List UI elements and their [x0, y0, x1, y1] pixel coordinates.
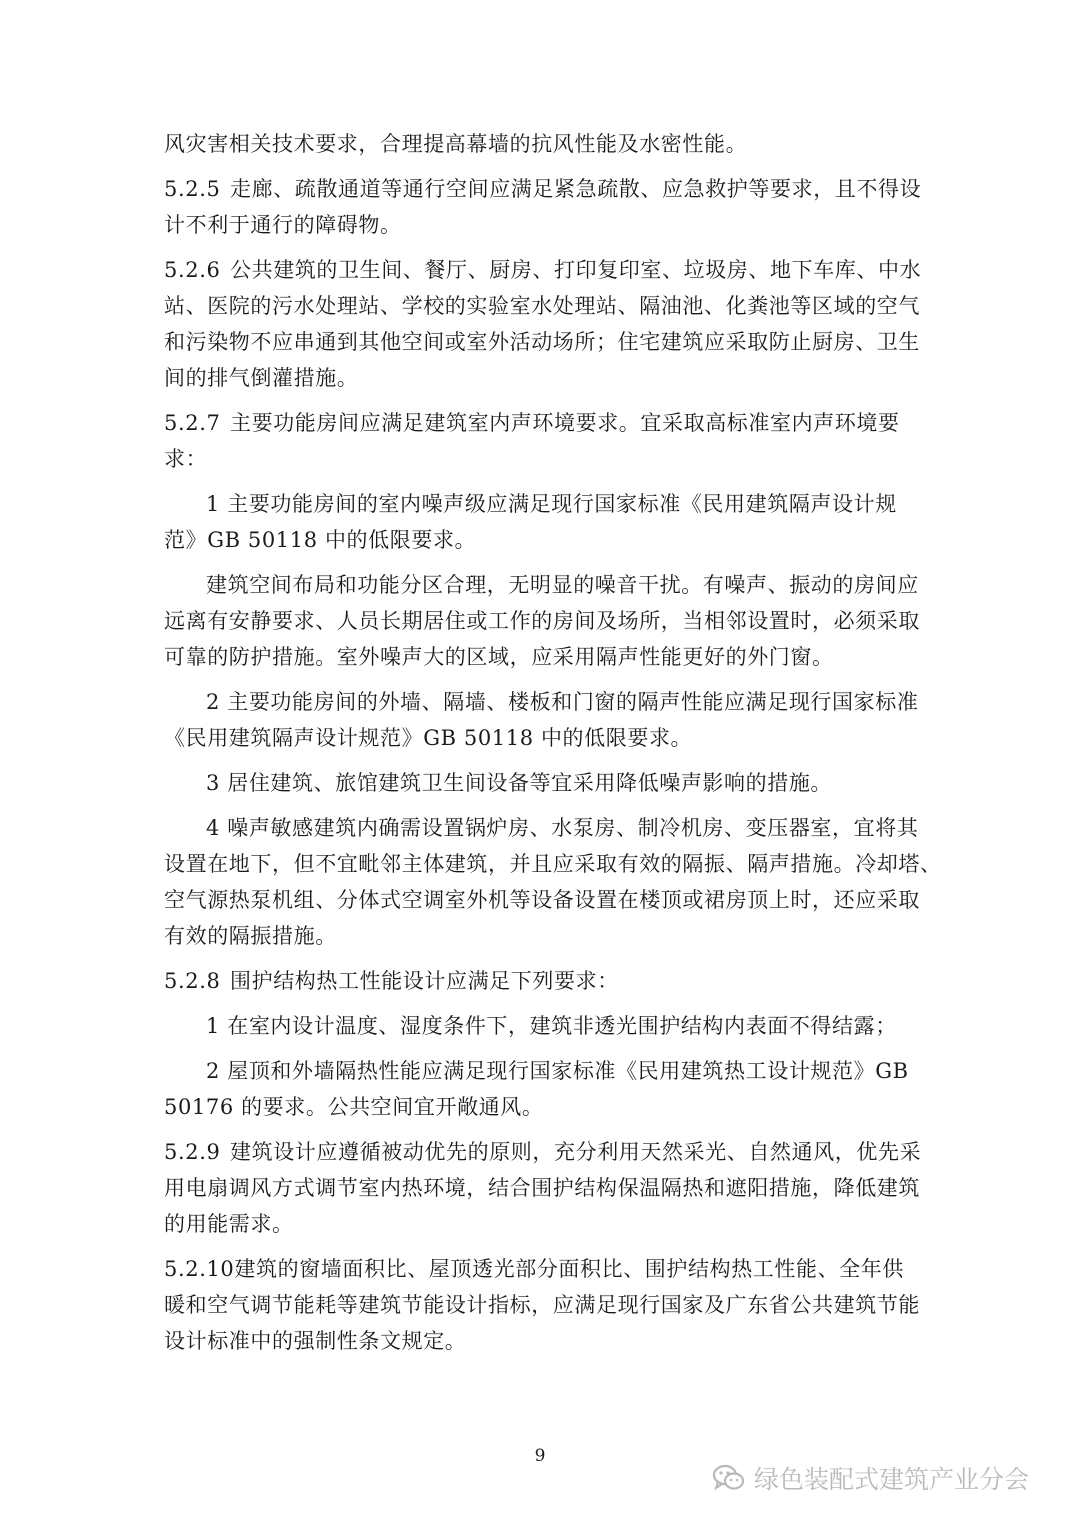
line-text: 2 主要功能房间的外墙、隔墙、楼板和门窗的隔声性能应满足现行国家标准	[206, 690, 919, 714]
paragraph	[164, 684, 920, 756]
line-text: 范》GB 50118 中的低限要求。	[164, 528, 477, 552]
text-line	[164, 846, 942, 882]
text-line	[164, 1134, 920, 1170]
line-text: 50176 的要求。公共空间宜开敞通风。	[164, 1095, 544, 1119]
text-line	[164, 1251, 920, 1287]
line-text: 用电扇调风方式调节室内热环境，结合围护结构保温隔热和遮阳措施，降低建筑	[164, 1176, 920, 1200]
text-line	[164, 1287, 920, 1323]
page-number: 9	[534, 1446, 546, 1466]
line-text: 建筑的窗墙面积比、屋顶透光部分面积比、围护结构热工性能、全年供	[234, 1257, 905, 1281]
line-text: 建筑设计应遵循被动优先的原则，充分利用天然采光、自然通风，优先采	[230, 1140, 922, 1164]
line-text: 2 屋顶和外墙隔热性能应满足现行国家标准《民用建筑热工设计规范》GB	[206, 1059, 909, 1083]
text-line	[164, 882, 920, 918]
text-line	[164, 171, 920, 207]
text-line	[164, 360, 920, 396]
line-text: 有效的隔振措施。	[164, 924, 337, 948]
paragraph	[164, 765, 920, 801]
clause-number: 5.2.5	[164, 177, 221, 201]
text-line	[164, 639, 920, 675]
paragraph	[164, 1053, 920, 1125]
line-text: 主要功能房间应满足建筑室内声环境要求。宜采取高标准室内声环境要	[230, 411, 900, 435]
text-line	[164, 1089, 920, 1125]
text-line	[164, 810, 920, 846]
text-line	[164, 1053, 920, 1089]
text-line	[164, 918, 920, 954]
clause-paragraph	[164, 1134, 920, 1242]
text-line	[164, 522, 920, 558]
text-line	[164, 720, 920, 756]
text-line	[164, 1206, 920, 1242]
text-line	[164, 1008, 920, 1044]
line-text: 走廊、疏散通道等通行空间应满足紧急疏散、应急救护等要求，且不得设	[230, 177, 922, 201]
text-line	[164, 684, 920, 720]
line-text: 暖和空气调节能耗等建筑节能设计指标，应满足现行国家及广东省公共建筑节能	[164, 1293, 920, 1317]
clause-paragraph	[164, 963, 920, 999]
text-line	[164, 765, 920, 801]
line-text: 站、医院的污水处理站、学校的实验室水处理站、隔油池、化粪池等区域的空气	[164, 294, 920, 318]
clause-number: 5.2.10	[164, 1257, 235, 1281]
clause-paragraph	[164, 405, 920, 477]
text-line	[164, 567, 920, 603]
clause-number: 5.2.8	[164, 969, 221, 993]
text-line	[164, 288, 920, 324]
line-text: 围护结构热工性能设计应满足下列要求：	[230, 969, 619, 993]
line-text: 1 在室内设计温度、湿度条件下，建筑非透光围护结构内表面不得结露；	[206, 1014, 897, 1038]
text-line	[164, 126, 920, 162]
line-text: 设计标准中的强制性条文规定。	[164, 1329, 467, 1353]
line-text: 和污染物不应串通到其他空间或室外活动场所；住宅建筑应采取防止厨房、卫生	[164, 330, 920, 354]
line-text: 间的排气倒灌措施。	[164, 366, 359, 390]
paragraph	[164, 1008, 920, 1044]
line-text: 空气源热泵机组、分体式空调室外机等设备设置在楼顶或裙房顶上时，还应采取	[164, 888, 920, 912]
text-line	[164, 207, 920, 243]
clause-paragraph	[164, 1251, 920, 1359]
clause-paragraph	[164, 171, 920, 243]
paragraph	[164, 126, 920, 162]
line-text: 风灾害相关技术要求，合理提高幕墙的抗风性能及水密性能。	[164, 132, 748, 156]
line-text: 3 居住建筑、旅馆建筑卫生间设备等宜采用降低噪声影响的措施。	[206, 771, 833, 795]
watermark	[712, 1458, 1029, 1498]
paragraph	[164, 486, 920, 558]
line-text: 计不利于通行的障碍物。	[164, 213, 402, 237]
line-text: 4 噪声敏感建筑内确需设置锅炉房、水泵房、制冷机房、变压器室，宜将其	[206, 816, 919, 840]
line-text: 可靠的防护措施。室外噪声大的区域，应采用隔声性能更好的外门窗。	[164, 645, 834, 669]
line-text: 建筑空间布局和功能分区合理，无明显的噪音干扰。有噪声、振动的房间应	[206, 573, 919, 597]
line-text: 的用能需求。	[164, 1212, 294, 1236]
text-line	[164, 324, 920, 360]
line-text: 设置在地下，但不宜毗邻主体建筑，并且应采取有效的隔振、隔声措施。冷却塔、	[164, 852, 942, 876]
paragraph	[164, 810, 942, 954]
text-line	[164, 486, 920, 522]
text-line	[164, 963, 920, 999]
clause-number: 5.2.7	[164, 411, 221, 435]
clause-number: 5.2.9	[164, 1140, 221, 1164]
text-line	[164, 252, 920, 288]
text-line	[164, 603, 920, 639]
line-text: 公共建筑的卫生间、餐厅、厨房、打印复印室、垃圾房、地下车库、中水	[230, 258, 922, 282]
document-body	[164, 126, 942, 1368]
text-line	[164, 1170, 920, 1206]
wechat-icon	[712, 1463, 746, 1493]
text-line	[164, 405, 920, 441]
text-line	[164, 1323, 920, 1359]
clause-paragraph	[164, 252, 920, 396]
text-line	[164, 441, 920, 477]
line-text: 远离有安静要求、人员长期居住或工作的房间及场所，当相邻设置时，必须采取	[164, 609, 920, 633]
line-text: 求：	[164, 447, 208, 471]
watermark-text: 绿色装配式建筑产业分会	[754, 1465, 1030, 1494]
line-text: 1 主要功能房间的室内噪声级应满足现行国家标准《民用建筑隔声设计规	[206, 492, 897, 516]
line-text: 《民用建筑隔声设计规范》GB 50118 中的低限要求。	[164, 726, 693, 750]
paragraph	[164, 567, 920, 675]
clause-number: 5.2.6	[164, 258, 221, 282]
